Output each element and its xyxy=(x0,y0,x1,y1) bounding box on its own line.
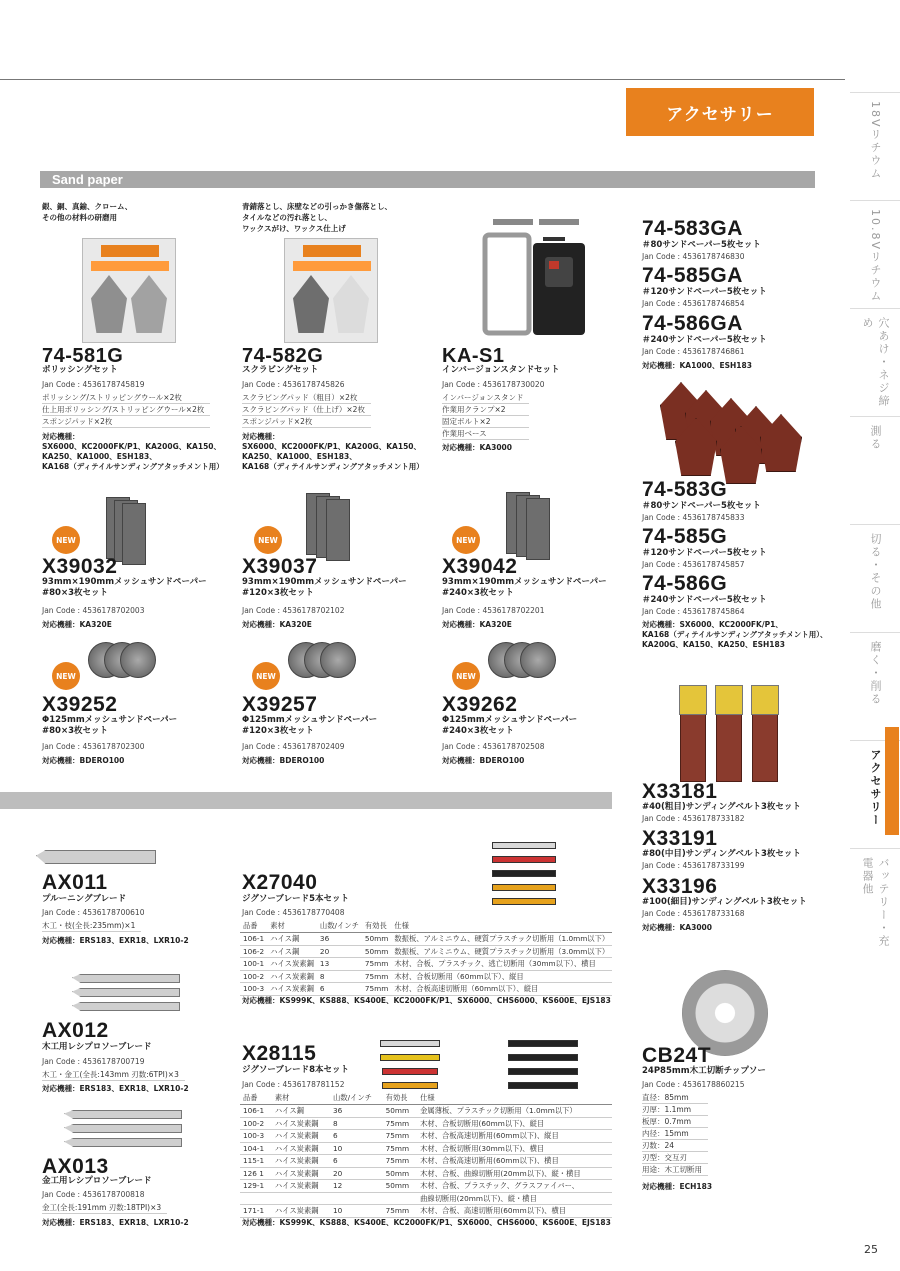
name-74-582g: スクラビングセット xyxy=(242,365,319,375)
table-cell: 104-1 xyxy=(240,1142,272,1155)
model-x39262: X39262 xyxy=(442,693,518,716)
col-header: 仕様 xyxy=(417,1092,612,1105)
table-cell: 20 xyxy=(330,1167,383,1180)
name-74-585ga: ＃120サンドペーパー5枚セット xyxy=(642,287,767,297)
col-header: 品番 xyxy=(240,1092,272,1105)
side-index-item xyxy=(850,524,900,632)
table-cell: 8 xyxy=(330,1117,383,1130)
name-x28115: ジグソーブレード8本セット xyxy=(242,1065,349,1075)
col-header: 素材 xyxy=(272,1092,330,1105)
table-cell: ハイス炭素鋼 xyxy=(272,1155,330,1168)
jan-x39262: Jan Code : 4536178702508 xyxy=(442,742,545,751)
top-rule xyxy=(0,79,845,80)
table-cell xyxy=(330,1192,383,1205)
page-number: 25 xyxy=(864,1243,878,1256)
model-x39037: X39037 xyxy=(242,555,318,578)
spec-line: 金工(全長:191mm 刃数:18TPI)×3 xyxy=(42,1202,167,1214)
table-cell: 50mm xyxy=(383,1167,418,1180)
table-cell: ハイス炭素鋼 xyxy=(272,1205,330,1218)
spec-table-x28115 xyxy=(240,1092,612,1218)
jan-74-585g: Jan Code : 4536178745857 xyxy=(642,560,745,569)
jan-x39037: Jan Code : 4536178702102 xyxy=(242,606,345,615)
table-cell: ハイス炭素鋼 xyxy=(272,1180,330,1193)
table-row xyxy=(240,958,612,971)
table-cell: 6 xyxy=(317,983,362,996)
category-tab: アクセサリー xyxy=(626,88,814,136)
spec-line: 直径：85mm xyxy=(642,1092,708,1104)
disc-sheet xyxy=(320,642,356,678)
model-74-586g: 74-586G xyxy=(642,572,728,595)
table-cell: 木材、合板高速切断用(60mm以下)、縦目 xyxy=(417,1130,612,1143)
side-index-label: 穴あけ・ネジ締め xyxy=(861,317,890,408)
model-74-585ga: 74-585GA xyxy=(642,264,743,287)
side-index-item xyxy=(850,848,900,956)
table-cell: 木材、合板高速切断用（60mm以下）、縦目 xyxy=(391,983,612,996)
name-x27040: ジグソーブレード5本セット xyxy=(242,894,349,904)
specs-cb24t xyxy=(642,1092,708,1176)
name-x39257: Φ125mmメッシュサンドペーパー #120×3枚セット xyxy=(242,715,378,736)
model-x33181: X33181 xyxy=(642,780,718,803)
jan-74-581g: Jan Code : 4536178745819 xyxy=(42,380,145,389)
contents-74-582g xyxy=(242,392,371,428)
new-badge: NEW xyxy=(52,526,80,554)
new-badge: NEW xyxy=(452,662,480,690)
new-badge: NEW xyxy=(452,526,480,554)
table-cell: 10 xyxy=(330,1142,383,1155)
compat-74-581g: 対応機種： SX6000、KC2000FK/P1、KA200G、KA150、 KA250、KA1000、ESH183、 KA168（ディテイルサンディングアタッチメント用） xyxy=(42,432,224,471)
spec-line: 刃型：交互刃 xyxy=(642,1152,708,1164)
table-cell: 木材、合板切断用(30mm以下)、横目 xyxy=(417,1142,612,1155)
table-row xyxy=(240,1105,612,1118)
table-cell: 75mm xyxy=(383,1117,418,1130)
table-cell xyxy=(240,1192,272,1205)
product-image-ax011 xyxy=(36,850,156,864)
table-cell: 8 xyxy=(317,970,362,983)
table-cell: 50mm xyxy=(362,933,392,946)
compat-x27040: 対応機種：KS999K、KS888、KS400E、KC2000FK/P1、SX6000、CHS6000、KS600E、EJS183 xyxy=(242,996,611,1005)
name-74-585g: ＃120サンドペーパー5枚セット xyxy=(642,548,767,558)
compat-x39037: 対応機種：KA320E xyxy=(242,620,312,629)
table-cell: 13 xyxy=(317,958,362,971)
table-cell: 100-2 xyxy=(240,1117,272,1130)
side-index-label: 10.8Vリチウム xyxy=(869,209,882,304)
name-x39032: 93mm×190mmメッシュサンドペーパー #80×3枚セット xyxy=(42,577,207,598)
name-ax012: 木工用レシプロソーブレード xyxy=(42,1042,152,1052)
content-line: スポンジパッド×2枚 xyxy=(242,416,371,428)
name-74-586g: ＃240サンドペーパー5枚セット xyxy=(642,595,767,605)
table-cell: ハイス鋼 xyxy=(272,1105,330,1118)
product-image-74-582g xyxy=(284,238,378,343)
compat-74-586ga: 対応機種：KA1000、ESH183 xyxy=(642,361,752,370)
table-cell: ハイス炭素鋼 xyxy=(267,983,317,996)
model-ka-s1: KA-S1 xyxy=(442,345,505,367)
model-x39042: X39042 xyxy=(442,555,518,578)
table-cell: 20 xyxy=(317,945,362,958)
compat-x39032: 対応機種：KA320E xyxy=(42,620,112,629)
table-cell: ハイス炭素鋼 xyxy=(272,1142,330,1155)
table-cell: 木材、合板、プラスチック、グラスファイバー、 xyxy=(417,1180,612,1193)
section-divider xyxy=(0,792,612,809)
jan-x39257: Jan Code : 4536178702409 xyxy=(242,742,345,751)
model-74-581g: 74-581G xyxy=(42,345,124,367)
name-cb24t: 24P85mm木工切断チップソー xyxy=(642,1066,766,1076)
table-cell: 75mm xyxy=(362,958,392,971)
jan-ax011: Jan Code : 4536178700610 xyxy=(42,908,145,917)
table-row xyxy=(240,1142,612,1155)
content-line: 作業用クランプ×2 xyxy=(442,404,529,416)
side-index-label: 切る・その他 xyxy=(869,533,882,611)
table-cell: 12 xyxy=(330,1180,383,1193)
table-cell: 106-1 xyxy=(240,933,267,946)
side-index-label: アクセサリー xyxy=(869,749,882,827)
table-cell: 106-2 xyxy=(240,945,267,958)
model-x39252: X39252 xyxy=(42,693,118,716)
table-row xyxy=(240,1167,612,1180)
compat-ka-s1: 対応機種：KA3000 xyxy=(442,443,512,452)
table-cell: 50mm xyxy=(383,1180,418,1193)
table-cell: 数振板、アルミニウム、硬質プラスチック切断用（1.0mm以下） xyxy=(391,933,612,946)
jan-74-583ga: Jan Code : 4536178746830 xyxy=(642,252,745,261)
jan-x28115: Jan Code : 4536178781152 xyxy=(242,1080,345,1089)
col-header: 有効長 xyxy=(383,1092,418,1105)
table-cell: 100-2 xyxy=(240,970,267,983)
disc-sheet xyxy=(120,642,156,678)
content-line: 仕上用ポリッシング/ストリッピングウール×2枚 xyxy=(42,404,210,416)
model-cb24t: CB24T xyxy=(642,1044,712,1067)
table-cell: 木材、合板高速切断用(60mm以下)、横目 xyxy=(417,1155,612,1168)
name-x39037: 93mm×190mmメッシュサンドペーパー #120×3枚セット xyxy=(242,577,407,598)
table-cell xyxy=(272,1192,330,1205)
content-line: ポリッシング/ストリッピングウール×2枚 xyxy=(42,392,210,404)
name-74-586ga: ＃240サンドペーパー5枚セット xyxy=(642,335,767,345)
description-scrubbing: 青錆落とし、床壁などの引っかき傷落とし、 タイルなどの汚れ落とし、 ワックスがけ、ワックス仕上げ xyxy=(242,202,392,233)
compat-ax011: 対応機種：ERS183、EXR18、LXR10-2 xyxy=(42,936,189,945)
description-polishing: 銀、銅、真鍮、クローム、 その他の材料の研磨用 xyxy=(42,202,133,222)
model-ax011: AX011 xyxy=(42,871,108,894)
model-x28115: X28115 xyxy=(242,1042,317,1065)
name-x39252: Φ125mmメッシュサンドペーパー #80×3枚セット xyxy=(42,715,178,736)
table-row xyxy=(240,1205,612,1218)
jan-74-586ga: Jan Code : 4536178746861 xyxy=(642,347,745,356)
spec-ax013 xyxy=(42,1202,167,1214)
table-cell: 75mm xyxy=(383,1142,418,1155)
table-cell: 数振板、アルミニウム、硬質プラスチック切断用（3.0mm以下） xyxy=(391,945,612,958)
name-ka-s1: インバージョンスタンドセット xyxy=(442,365,560,375)
table-cell: 木材、合板切断用(60mm以下)、縦目 xyxy=(417,1117,612,1130)
jan-74-583g: Jan Code : 4536178745833 xyxy=(642,513,745,522)
new-badge: NEW xyxy=(254,526,282,554)
section-header-sandpaper: Sand paper xyxy=(40,171,815,188)
table-row xyxy=(240,933,612,946)
table-cell: 曲線切断用(20mm以下)、縦・横目 xyxy=(417,1192,612,1205)
table-cell: 木材、合板切断用（60mm以下）、縦目 xyxy=(391,970,612,983)
table-cell: 36 xyxy=(317,933,362,946)
spec-line: 木工・枝(全長:235mm)×1 xyxy=(42,920,141,932)
side-index-item xyxy=(850,308,900,416)
table-cell: 50mm xyxy=(383,1105,418,1118)
content-line: スクラビングパッド（仕上げ）×2枚 xyxy=(242,404,371,416)
jan-x33181: Jan Code : 4536178733182 xyxy=(642,814,745,823)
side-index-label: 18Vリチウム xyxy=(869,101,882,181)
spec-ax012 xyxy=(42,1069,185,1081)
disc-sheet xyxy=(520,642,556,678)
name-74-581g: ポリッシングセット xyxy=(42,365,118,375)
table-cell: 木材、合板、プラスチック、逃亡切断用（30mm以下）、横目 xyxy=(391,958,612,971)
model-x33196: X33196 xyxy=(642,875,718,898)
table-cell: ハイス炭素鋼 xyxy=(272,1117,330,1130)
contents-74-581g xyxy=(42,392,210,428)
compat-cb24t: 対応機種：ECH183 xyxy=(642,1182,713,1191)
model-74-585g: 74-585G xyxy=(642,525,728,548)
table-row xyxy=(240,1192,612,1205)
table-row xyxy=(240,1155,612,1168)
table-cell: 75mm xyxy=(383,1155,418,1168)
table-row xyxy=(240,1180,612,1193)
jan-x33191: Jan Code : 4536178733199 xyxy=(642,861,745,870)
table-row xyxy=(240,945,612,958)
side-index-item xyxy=(850,92,900,200)
name-ax011: プルーニングブレード xyxy=(42,894,127,904)
table-cell: ハイス炭素鋼 xyxy=(267,970,317,983)
table-cell: 129-1 xyxy=(240,1180,272,1193)
jan-x39252: Jan Code : 4536178702300 xyxy=(42,742,145,751)
table-cell: 75mm xyxy=(362,983,392,996)
spec-line: 刃厚：1.1mm xyxy=(642,1104,708,1116)
side-index-item xyxy=(850,200,900,308)
table-cell: ハイス炭素鋼 xyxy=(272,1130,330,1143)
col-header: 山数/インチ xyxy=(330,1092,383,1105)
model-ax013: AX013 xyxy=(42,1155,109,1178)
name-x39262: Φ125mmメッシュサンドペーパー #240×3枚セット xyxy=(442,715,578,736)
table-cell: 171-1 xyxy=(240,1205,272,1218)
contents-ka-s1 xyxy=(442,392,529,440)
spec-line: 板厚：0.7mm xyxy=(642,1116,708,1128)
table-cell: 75mm xyxy=(362,970,392,983)
product-image-ka-s1 xyxy=(473,213,603,341)
spec-ax011 xyxy=(42,920,141,932)
name-x33196: #100(細目)サンディングベルト3枚セット xyxy=(642,897,807,907)
model-x39032: X39032 xyxy=(42,555,118,578)
table-cell: 6 xyxy=(330,1155,383,1168)
col-header: 素材 xyxy=(267,920,317,933)
content-line: 作業用ベース xyxy=(442,428,529,440)
compat-x39257: 対応機種：BDERO100 xyxy=(242,756,325,765)
compat-x39262: 対応機種：BDERO100 xyxy=(442,756,525,765)
compat-x39252: 対応機種：BDERO100 xyxy=(42,756,125,765)
model-74-586ga: 74-586GA xyxy=(642,312,743,335)
table-cell: 木材、合板、高速切断用(60mm以下)、横目 xyxy=(417,1205,612,1218)
content-line: スクラビングパッド（粗目）×2枚 xyxy=(242,392,371,404)
table-cell: 木材、合板、曲線切断用(20mm以下)、縦・横目 xyxy=(417,1167,612,1180)
spec-line: 刃数：24 xyxy=(642,1140,708,1152)
table-cell: 75mm xyxy=(383,1205,418,1218)
table-cell: 100-3 xyxy=(240,983,267,996)
side-index-label: 測る xyxy=(869,425,882,451)
content-line: 固定ボルト×2 xyxy=(442,416,529,428)
side-index-marker xyxy=(885,727,899,835)
product-image-74-581g xyxy=(82,238,176,343)
model-x27040: X27040 xyxy=(242,871,318,894)
spec-line: 木工・金工(全長:143mm 刃数:6TPI)×3 xyxy=(42,1069,185,1081)
table-cell: 115-1 xyxy=(240,1155,272,1168)
compat-x28115: 対応機種：KS999K、KS888、KS400E、KC2000FK/P1、SX6000、CHS6000、KS600E、EJS183 xyxy=(242,1218,611,1227)
table-cell: 10 xyxy=(330,1205,383,1218)
name-x39042: 93mm×190mmメッシュサンドペーパー #240×3枚セット xyxy=(442,577,607,598)
table-row xyxy=(240,1130,612,1143)
side-index-item xyxy=(850,416,900,524)
jan-ax012: Jan Code : 4536178700719 xyxy=(42,1057,145,1066)
compat-x39042: 対応機種：KA320E xyxy=(442,620,512,629)
new-badge: NEW xyxy=(252,662,280,690)
jan-74-585ga: Jan Code : 4536178746854 xyxy=(642,299,745,308)
compat-ax013: 対応機種：ERS183、EXR18、LXR10-2 xyxy=(42,1218,189,1227)
spec-line: 用途：木工切断用 xyxy=(642,1164,708,1176)
side-index-item xyxy=(850,632,900,740)
model-74-583ga: 74-583GA xyxy=(642,217,743,240)
table-cell: 36 xyxy=(330,1105,383,1118)
table-cell: ハイス炭素鋼 xyxy=(272,1167,330,1180)
jan-cb24t: Jan Code : 4536178860215 xyxy=(642,1080,745,1089)
compat-74-582g: 対応機種： SX6000、KC2000FK/P1、KA200G、KA150、 KA250、KA1000、ESH183、 KA168（ディテイルサンディングアタッチメント用） xyxy=(242,432,424,471)
col-header: 有効長 xyxy=(362,920,392,933)
table-row xyxy=(240,1117,612,1130)
table-cell: ハイス炭素鋼 xyxy=(267,958,317,971)
table-cell: ハイス鋼 xyxy=(267,945,317,958)
jan-74-582g: Jan Code : 4536178745826 xyxy=(242,380,345,389)
compat-ax012: 対応機種：ERS183、EXR18、LXR10-2 xyxy=(42,1084,189,1093)
table-row xyxy=(240,983,612,996)
name-x33181: #40(粗目)サンディングベルト3枚セット xyxy=(642,802,801,812)
name-74-583g: ＃80サンドペーパー5枚セット xyxy=(642,501,761,511)
spec-line: 内径：15mm xyxy=(642,1128,708,1140)
name-ax013: 金工用レシプロソーブレード xyxy=(42,1176,152,1186)
col-header: 仕様 xyxy=(391,920,612,933)
side-index-label: 磨く・削る xyxy=(869,641,882,706)
spec-table-x27040 xyxy=(240,920,612,996)
table-row xyxy=(240,970,612,983)
jan-x27040: Jan Code : 4536178770408 xyxy=(242,908,345,917)
name-74-583ga: ＃80サンドペーパー5枚セット xyxy=(642,240,761,250)
content-line: スポンジパッド×2枚 xyxy=(42,416,210,428)
side-index-label: バッテリー・充電器他 xyxy=(861,857,890,948)
model-74-582g: 74-582G xyxy=(242,345,324,367)
jan-x39042: Jan Code : 4536178702201 xyxy=(442,606,545,615)
jan-74-586g: Jan Code : 4536178745864 xyxy=(642,607,745,616)
compat-74-586g: 対応機種：SX6000、KC2000FK/P1、 KA168（ディテイルサンディングアタッチメント用）、 KA200G、KA150、KA250、ESH183 xyxy=(642,620,828,649)
model-x39257: X39257 xyxy=(242,693,318,716)
col-header: 山数/インチ xyxy=(317,920,362,933)
table-cell: 126 1 xyxy=(240,1167,272,1180)
table-cell: ハイス鋼 xyxy=(267,933,317,946)
jan-ax013: Jan Code : 4536178700818 xyxy=(42,1190,145,1199)
name-x33191: #80(中目)サンディングベルト3枚セット xyxy=(642,849,801,859)
jan-x39032: Jan Code : 4536178702003 xyxy=(42,606,145,615)
table-cell: 50mm xyxy=(362,945,392,958)
table-cell: 100-3 xyxy=(240,1130,272,1143)
model-74-583g: 74-583G xyxy=(642,478,728,501)
model-ax012: AX012 xyxy=(42,1019,109,1042)
new-badge: NEW xyxy=(52,662,80,690)
table-cell: 106-1 xyxy=(240,1105,272,1118)
col-header: 品番 xyxy=(240,920,267,933)
model-x33191: X33191 xyxy=(642,827,718,850)
compat-x33196: 対応機種：KA3000 xyxy=(642,923,712,932)
jan-ka-s1: Jan Code : 4536178730020 xyxy=(442,380,545,389)
table-cell xyxy=(383,1192,418,1205)
jan-x33196: Jan Code : 4536178733168 xyxy=(642,909,745,918)
table-cell: 100-1 xyxy=(240,958,267,971)
table-cell: 6 xyxy=(330,1130,383,1143)
table-cell: 75mm xyxy=(383,1130,418,1143)
table-cell: 金属薄板、プラスチック切断用（1.0mm以下） xyxy=(417,1105,612,1118)
content-line: インバージョンスタンド xyxy=(442,392,529,404)
